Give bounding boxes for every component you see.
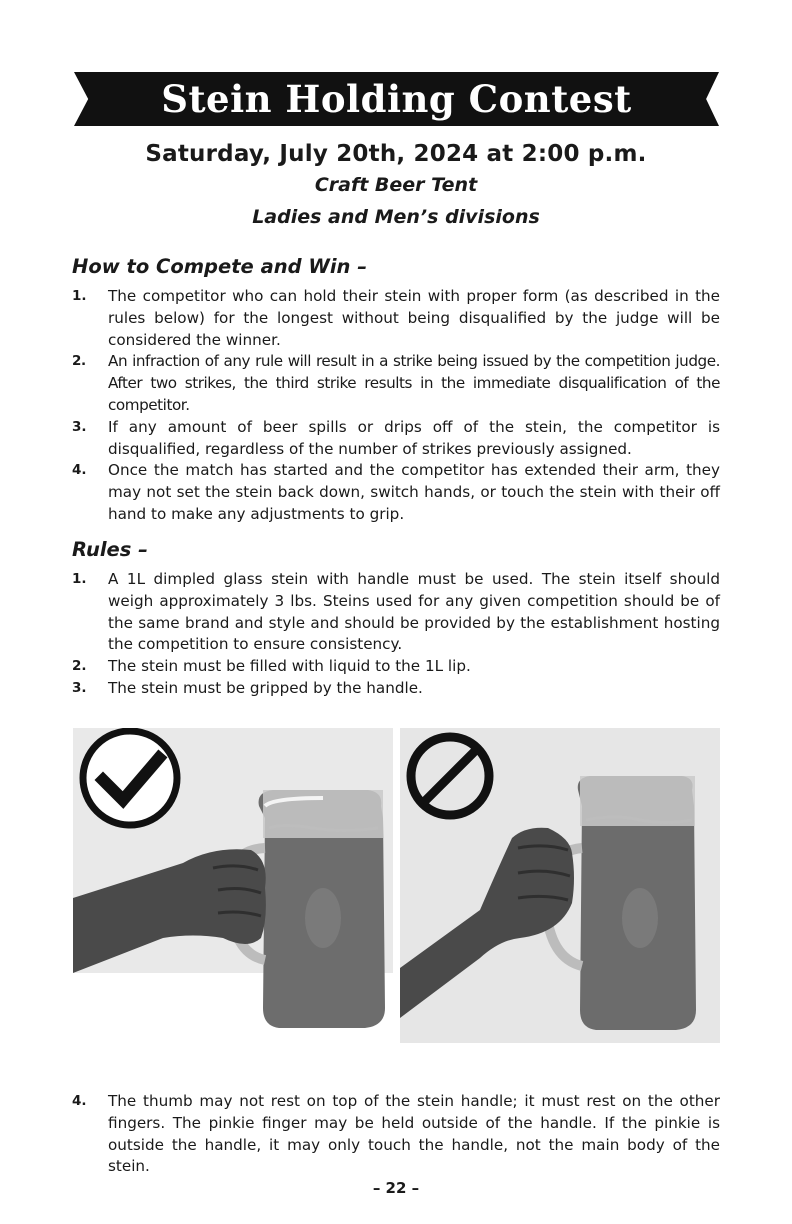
item-text: A 1L dimpled glass stein with handle must be used. The stein itself should weigh approximately 3 lbs. Steins used for any given competition should be of the same brand and style and should be provided by the establishment hosting the competition to ensure consistency. (108, 570, 720, 654)
how-to-heading: How to Compete and Win – (72, 255, 367, 278)
item-number: 1. (72, 288, 87, 304)
list-item (72, 656, 720, 678)
correct-grip-photo (73, 728, 393, 1043)
page-title: Stein Holding Contest (161, 77, 632, 121)
correct-grip-illustration (73, 728, 393, 1043)
item-text: The stein must be gripped by the handle. (108, 678, 423, 697)
item-number: 2. (72, 353, 86, 370)
item-number: 1. (72, 571, 87, 587)
item-text: An infraction of any rule will result in a strike being issued by the competition judge. After two strikes, the third strike results in the immediate disqualification of the competitor. (108, 352, 720, 414)
rules-list (72, 569, 720, 700)
list-item (72, 678, 720, 700)
item-text: The stein must be filled with liquid to the 1L lip. (108, 657, 471, 676)
list-item (72, 417, 720, 461)
item-text: The thumb may not rest on top of the stein handle; it must rest on the other fingers. The pinkie finger may be held outside of the handle. If the pinkie is outside the handle, it may only touch the handle, not the main body of the stein. (108, 1092, 720, 1176)
item-number: 4. (72, 1093, 87, 1109)
list-item (72, 1091, 720, 1178)
event-date: Saturday, July 20th, 2024 at 2:00 p.m. (145, 141, 647, 167)
page-number: – 22 – (372, 1179, 420, 1197)
item-number: 4. (72, 462, 87, 479)
how-to-list (72, 286, 720, 526)
rules-heading: Rules – (72, 538, 148, 561)
incorrect-grip-illustration (400, 728, 720, 1043)
item-text: The competitor who can hold their stein with proper form (as described in the rules below) for the longest without being disqualified by the judge will be considered the winner. (108, 287, 720, 349)
list-item (72, 569, 720, 656)
item-text: Once the match has started and the competitor has extended their arm, they may not set the stein back down, switch hands, or touch the stein with their off hand to make any adjustments to grip. (108, 461, 720, 523)
incorrect-grip-photo (400, 728, 720, 1043)
item-number: 3. (72, 679, 87, 696)
item-text: If any amount of beer spills or drips off of the stein, the competitor is disqualified, regardless of the number of strikes previously assigned. (108, 417, 720, 458)
event-location: Craft Beer Tent (314, 174, 478, 196)
list-item (72, 351, 720, 416)
item-number: 2. (72, 658, 87, 675)
checkmark-icon (83, 731, 177, 825)
list-item (72, 286, 720, 351)
rules-list-continued (72, 1091, 720, 1178)
list-item (72, 460, 720, 525)
event-divisions: Ladies and Men’s divisions (252, 206, 540, 228)
item-number: 3. (72, 418, 87, 435)
